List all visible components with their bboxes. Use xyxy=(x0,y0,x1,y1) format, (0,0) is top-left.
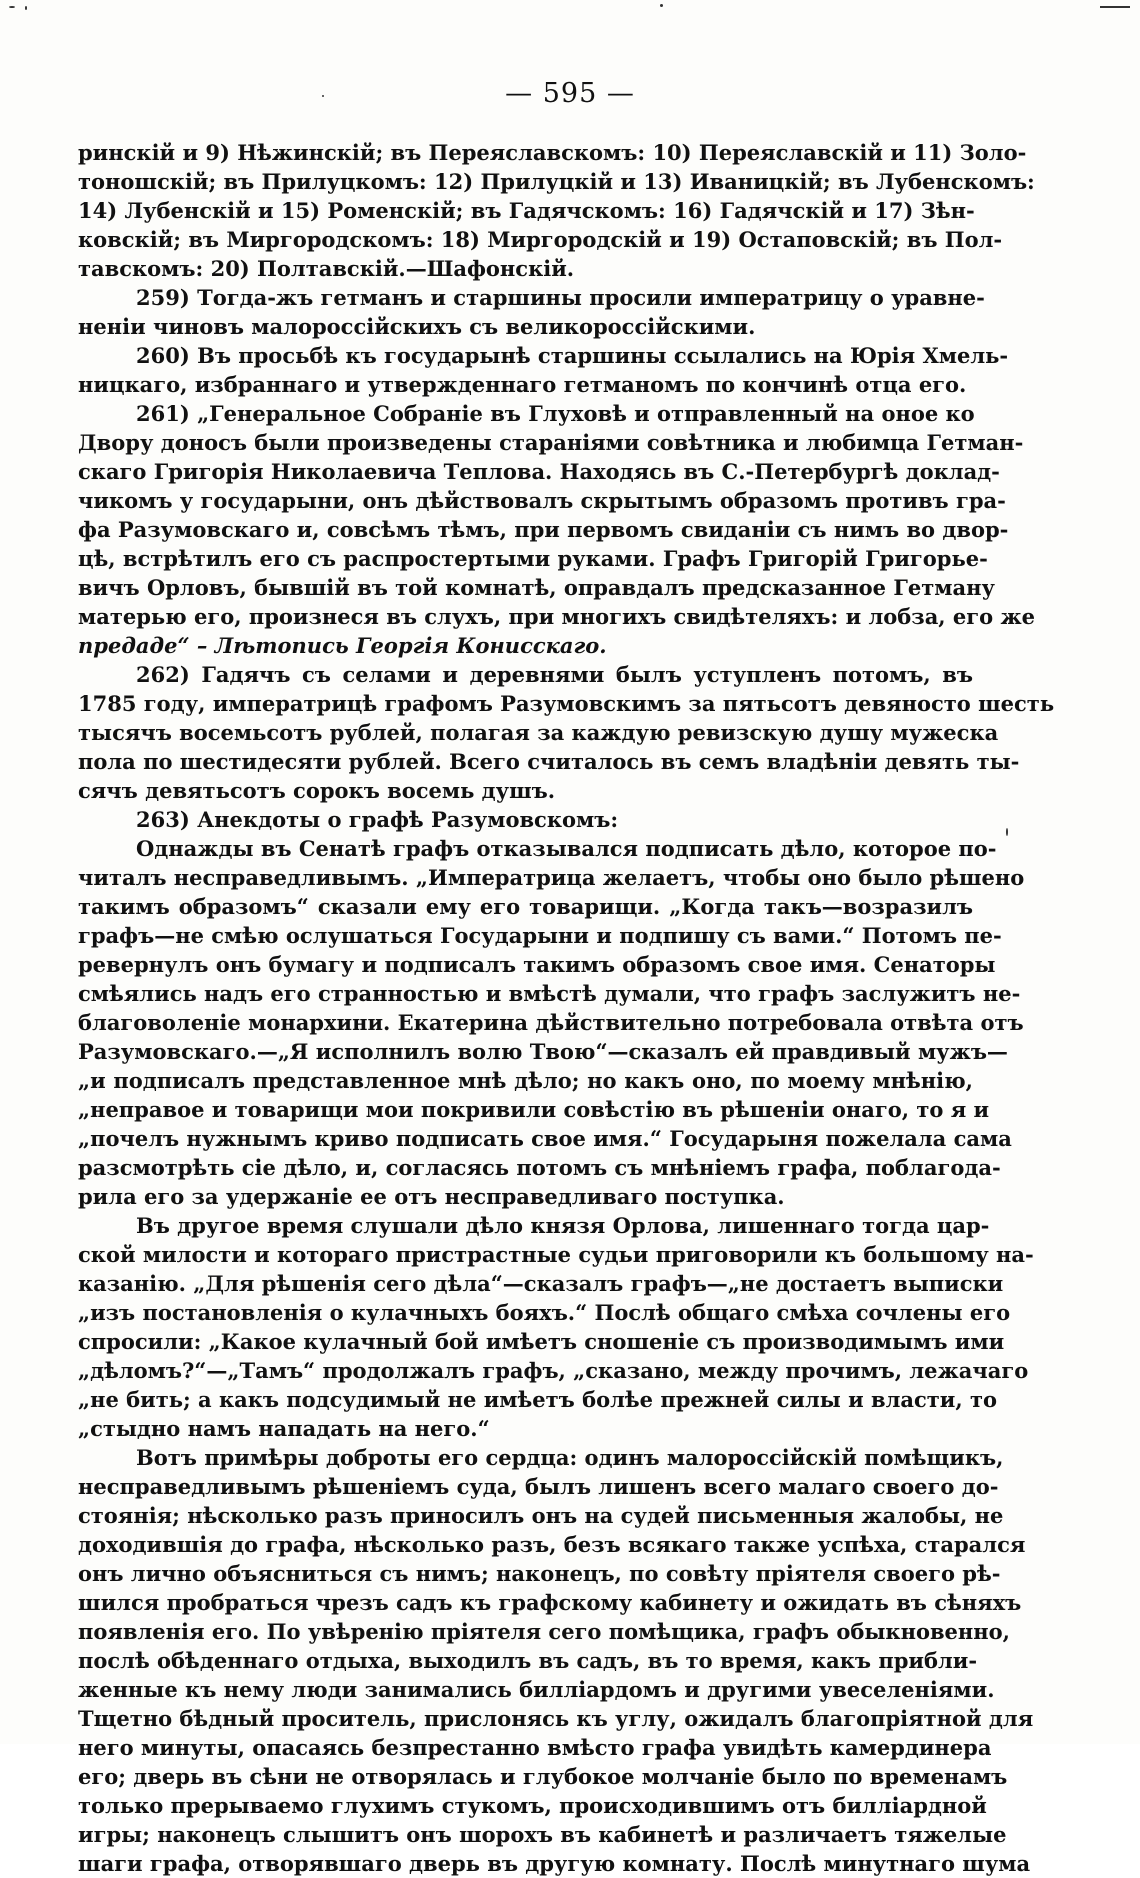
text-line: „не бить; а какъ подсудимый не имѣетъ болѣе прежней силы и власти, то xyxy=(78,1387,998,1412)
text-line: только прерываемо глухимъ стукомъ, происходившимъ отъ билліардной xyxy=(78,1793,987,1818)
text-line: тавскомъ: 20) Полтавскій.—Шафонскій. xyxy=(78,256,575,281)
text-line: графъ—не смѣю ослушаться Государыни и подпишу съ вами.“ Потомъ пе- xyxy=(78,923,1002,948)
scan-speck xyxy=(9,6,15,8)
text-line: Разумовскаго.—„Я исполнилъ волю Твою“—сказалъ ей правдивый мужъ— xyxy=(78,1039,1008,1064)
text-line: 14) Лубенскій и 15) Роменскій; въ Гадячскомъ: 16) Гадячскій и 17) Зѣн- xyxy=(78,198,975,223)
text-line: его; дверь въ сѣни не отворялась и глубокое молчаніе было по временамъ xyxy=(78,1764,1008,1789)
text-line: Вотъ примѣры доброты его сердца: одинъ малороссійскій помѣщикъ, xyxy=(136,1445,1004,1470)
text-line: цѣ, встрѣтилъ его съ распростертыми руками. Графъ Григорій Григорье- xyxy=(78,546,988,571)
text-line: „и подписалъ представленное мнѣ дѣло; но какъ оно, по моему мнѣнію, xyxy=(78,1068,973,1093)
text-line: Двору доносъ были произведены стараніями совѣтника и любимца Гетман- xyxy=(78,430,1024,455)
text-line: доходившія до графа, нѣсколько разъ, безъ всякаго также успѣха, старался xyxy=(78,1532,1026,1557)
text-line: тысячъ восемьсотъ рублей, полагая за каждую ревизскую душу мужеска xyxy=(78,720,999,745)
scan-speck xyxy=(322,95,324,97)
page-body xyxy=(78,138,1055,1876)
text-line: онъ лично объясниться съ нимъ; наконецъ, по совѣту пріятеля своего рѣ- xyxy=(78,1561,1001,1586)
text-line: 259) Тогда-жъ гетманъ и старшины просили императрицу о уравне- xyxy=(136,285,985,310)
text-line: читалъ несправедливымъ. „Императрица желаетъ, чтобы оно было рѣшено xyxy=(78,865,1025,890)
text-line: смѣялись надъ его странностью и вмѣстѣ думали, что графъ заслужитъ не- xyxy=(78,981,1021,1006)
text-line: „неправое и товарищи мои покривили совѣстію въ рѣшеніи онаго, то я и xyxy=(78,1097,990,1122)
text-line: сячъ девятьсотъ сорокъ восемь душъ. xyxy=(78,778,556,803)
text-line: 261) „Генеральное Собраніе въ Глуховѣ и отправленный на оное ко xyxy=(136,401,975,426)
text-line: стоянія; нѣсколько разъ приносилъ онъ на судей письменныя жалобы, не xyxy=(78,1503,1004,1528)
text-line: такимъ образомъ“ сказали ему его товарищи. „Когда такъ—возразилъ xyxy=(78,894,973,919)
text-line: послѣ обѣденнаго отдыха, выходилъ въ садъ, въ то время, какъ прибли- xyxy=(78,1648,978,1673)
text-line: фа Разумовскаго и, совсѣмъ тѣмъ, при первомъ свиданіи съ нимъ во двор- xyxy=(78,517,1009,542)
text-line: ревернулъ онъ бумагу и подписалъ такимъ образомъ свое имя. Сенаторы xyxy=(78,952,996,977)
text-line: „изъ постановленія о кулачныхъ бояхъ.“ Послѣ общаго смѣха сочлены его xyxy=(78,1300,1011,1325)
text-line: вичъ Орловъ, бывшій въ той комнатѣ, оправдалъ предсказанное Гетману xyxy=(78,575,995,600)
text-line: женные къ нему люди занимались билліардомъ и другими увеселеніями. xyxy=(78,1677,995,1702)
text-line: него минуты, опасаясь безпрестанно вмѣсто графа увидѣть камердинера xyxy=(78,1735,992,1760)
text-line: шаги графа, отворявшаго дверь въ другую комнату. Послѣ минутнаго шума xyxy=(78,1851,1031,1876)
text-line: „стыдно намъ нападать на него.“ xyxy=(78,1416,490,1441)
text-line: Въ другое время слушали дѣло князя Орлова, лишеннаго тогда цар- xyxy=(136,1213,990,1238)
text-line: ницкаго, избраннаго и утвержденнаго гетманомъ по кончинѣ отца его. xyxy=(78,372,967,397)
text-line: предаде“ – Лѣтопись Георгія Конисскаго. xyxy=(78,633,607,658)
text-line: благоволеніе монархини. Екатерина дѣйствительно потребовала отвѣта отъ xyxy=(78,1010,1024,1035)
text-line: несправедливымъ рѣшеніемъ суда, былъ лишенъ всего малаго своего до- xyxy=(78,1474,999,1499)
text-line: 263) Анекдоты о графѣ Разумовскомъ: xyxy=(136,807,619,832)
text-line: тоношскій; въ Прилуцкомъ: 12) Прилуцкій и 13) Иваницкій; въ Лубенскомъ: xyxy=(78,169,1035,194)
page-number: — 595 — xyxy=(505,78,635,109)
text-line: 1785 году, императрицѣ графомъ Разумовскимъ за пятьсотъ девяносто шесть xyxy=(78,691,1055,716)
text-line: 260) Въ просьбѣ къ государынѣ старшины ссылались на Юрія Хмель- xyxy=(136,343,1009,368)
text-line: игры; наконецъ слышитъ онъ шорохъ въ кабинетѣ и различаетъ тяжелые xyxy=(78,1822,1007,1847)
text-line: „дѣломъ?“—„Тамъ“ продолжалъ графъ, „сказано, между прочимъ, лежачаго xyxy=(78,1358,1029,1383)
text-line: появленія его. По увѣренію пріятеля сего помѣщика, графъ обыкновенно, xyxy=(78,1619,1010,1644)
text-line: рила его за удержаніе ее отъ несправедливаго поступка. xyxy=(78,1184,785,1209)
text-line: разсмотрѣть сіе дѣло, и, согласясь потомъ съ мнѣніемъ графа, поблагода- xyxy=(78,1155,1001,1180)
text-line: Тщетно бѣдный проситель, прислонясь къ углу, ожидалъ благопріятной для xyxy=(78,1706,1034,1731)
scan-speck xyxy=(25,6,27,10)
text-line: шился пробраться чрезъ садъ къ графскому кабинету и ожидать въ сѣняхъ xyxy=(78,1590,1022,1615)
text-line: ненiи чиновъ малороссійскихъ съ великороссійскими. xyxy=(78,314,756,339)
scan-speck xyxy=(1100,6,1130,8)
text-line: пола по шестидесяти рублей. Всего считалось въ семъ владѣніи девять ты- xyxy=(78,749,1020,774)
text-line: матерью его, произнеся въ слухъ, при многихъ свидѣтеляхъ: и лобза, его же xyxy=(78,604,1036,629)
text-line: ринскій и 9) Нѣжинскій; въ Переяславскомъ: 10) Переяславскій и 11) Золо- xyxy=(78,140,1027,165)
scan-speck xyxy=(1006,828,1008,836)
text-line: чикомъ у государыни, онъ дѣйствовалъ скрытымъ образомъ противъ гра- xyxy=(78,488,1006,513)
text-line: ской милости и котораго пристрастные судьи приговорили къ большому на- xyxy=(78,1242,1034,1267)
text-line: 262) Гадячъ съ селами и деревнями былъ уступленъ потомъ, въ xyxy=(136,662,973,687)
text-line: скаго Григорія Николаевича Теплова. Находясь въ С.-Петербургѣ доклад- xyxy=(78,459,1000,484)
scan-speck xyxy=(660,4,663,7)
text-line: ковскій; въ Миргородскомъ: 18) Миргородскій и 19) Остаповскій; въ Пол- xyxy=(78,227,1003,252)
text-line: спросили: „Какое кулачный бой имѣетъ сношеніе съ производимымъ ими xyxy=(78,1329,1005,1354)
text-line: казанію. „Для рѣшенія сего дѣла“—сказалъ графъ—„не достаетъ выписки xyxy=(78,1271,1004,1296)
text-line: Однажды въ Сенатѣ графъ отказывался подписать дѣло, которое по- xyxy=(136,836,997,861)
text-line: „почелъ нужнымъ криво подписать свое имя.“ Государыня пожелала сама xyxy=(78,1126,1012,1151)
